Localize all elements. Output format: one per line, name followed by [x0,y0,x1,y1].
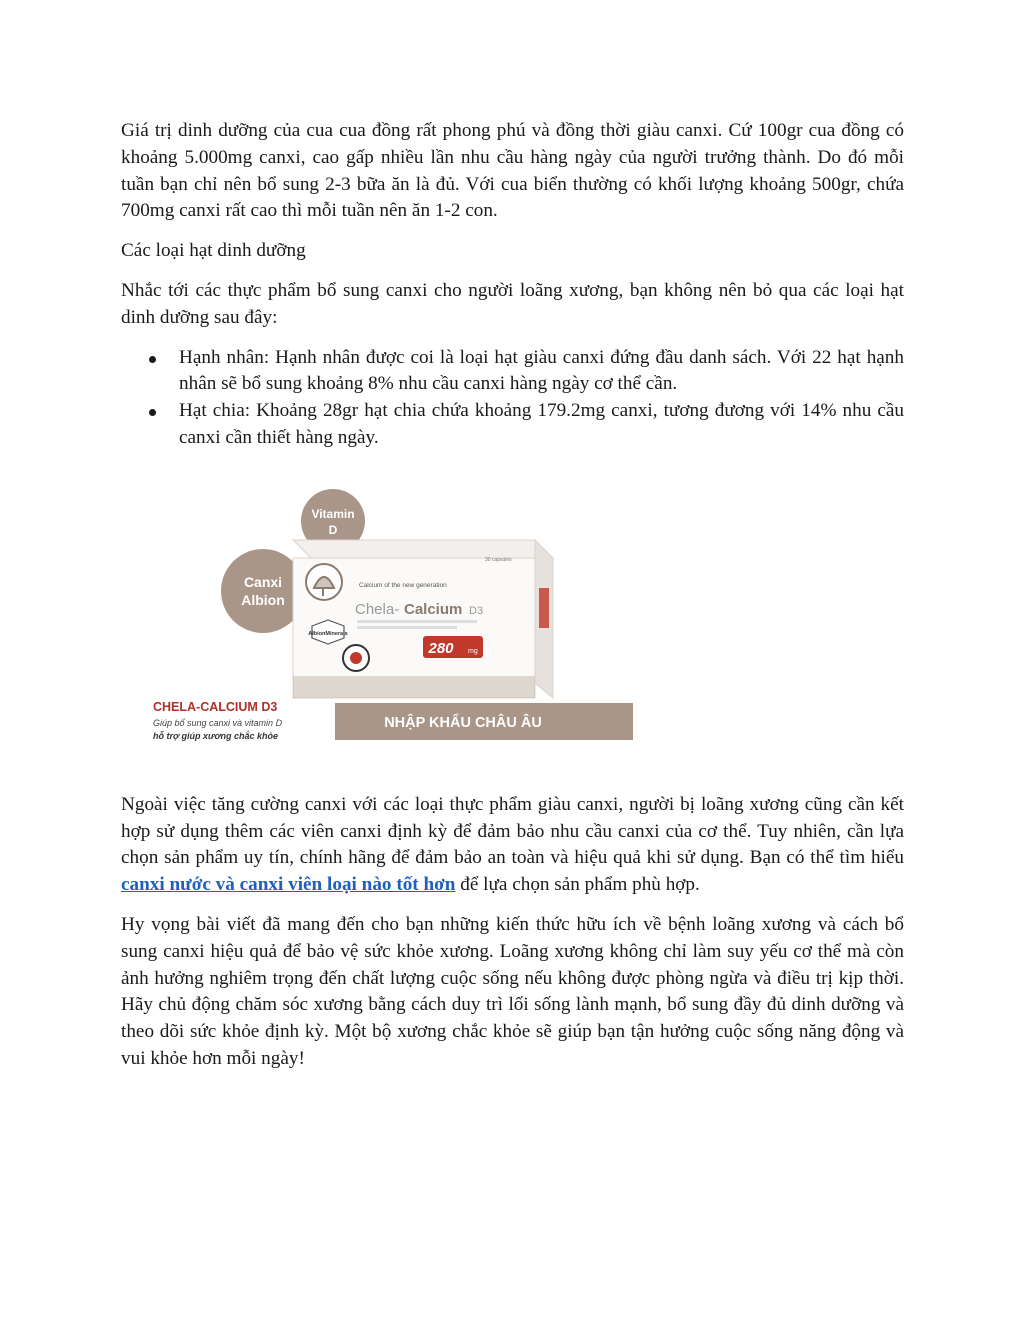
document-body [121,118,904,1086]
canxi-albion-badge [221,549,305,633]
bullet-icon [149,356,156,363]
box-dose-value: 280 [428,639,454,657]
supplements-text-after: để lựa chọn sản phẩm phù hợp. [455,874,700,896]
box-brand-main: Calcium [404,600,463,618]
paragraph-crab-nutrition: Giá trị dinh dưỡng của cua cua đồng rất phong phú và đồng thời giàu canxi. Cứ 100gr cua đồng có khoảng 5.000mg canxi, cao gấp nhiều lần nhu cầu hàng ngày của người trưởng thành. Do đó mỗi tuần bạn chỉ nên bổ sung 2-3 bữa ăn là đủ. Với cua biển thường có khối lượng khoảng 500gr, chứa 700mg canxi rất cao thì mỗi tuần nên ăn 1-2 con. [121,120,904,222]
product-desc-line1: Giúp bổ sung canxi và vitamin D [153,717,283,728]
box-base-band [293,676,535,698]
supplements-text-before: Ngoài việc tăng cường canxi với các loại thực phẩm giàu canxi, người bị loãng xương cũng cần kết hợp sử dụng thêm các viên canxi định kỳ để đảm bảo nhu cầu canxi của cơ thể. Tuy nhiên, cần lựa chọn sản phẩm uy tín, chính hãng để đảm bảo an toàn và hiệu quả khi sử dụng. Bạn có thể tìm hiểu [121,793,904,869]
box-tagline: Calcium of the new generation [359,581,447,589]
box-brand-suffix: D3 [469,604,484,617]
list-item [179,345,904,399]
paragraph-supplements [121,792,904,899]
canxi-badge-line2: Albion [241,591,285,608]
canxi-badge-line1: Canxi [243,573,283,590]
nuts-list [121,345,904,452]
section-heading-nuts: Các loại hạt dinh dưỡng [121,240,306,262]
product-name: CHELA-CALCIUM D3 [153,699,278,714]
list-item-text: Hạt chia: Khoảng 28gr hạt chia chứa khoảng 179.2mg canxi, tương đương với 14% nhu cầu canxi cần thiết hàng ngày. [179,400,904,448]
list-item [179,398,904,452]
box-brand-prefix: Chela- [355,600,400,618]
box-seal-inner [350,652,362,664]
vitamin-badge-line2: D [328,522,338,537]
box-side-stripe [539,588,549,628]
box-albion-text: AlbionMinerals [308,630,348,637]
bullet-icon [149,409,156,416]
box-text-lines [357,620,477,623]
box-dose-unit: mg [468,647,478,655]
box-top-face [293,540,553,558]
vitamin-badge-line1: Vitamin [311,506,355,521]
box-capsule-count: 30 capsules [485,556,512,563]
product-image [123,478,633,752]
import-banner-text: NHẬP KHẨU CHÂU ÂU [384,714,542,731]
product-desc-line2: hỗ trợ giúp xương chắc khỏe [153,730,279,741]
box-text-lines-2 [357,626,457,629]
list-item-text: Hạnh nhân: Hạnh nhân được coi là loại hạt giàu canxi đứng đầu danh sách. Với 22 hạt hạnh nhân sẽ bổ sung khoảng 8% nhu cầu canxi hàng ngày cơ thể cần. [179,346,904,395]
paragraph-conclusion: Hy vọng bài viết đã mang đến cho bạn những kiến thức hữu ích về bệnh loãng xương và cách bổ sung canxi hiệu quả để bảo vệ sức khỏe xương. Loãng xương không chỉ làm suy yếu cơ thể mà còn ảnh hưởng nghiêm trọng đến chất lượng cuộc sống nếu không được phòng ngừa và điều trị kịp thời. Hãy chủ động chăm sóc xương bằng cách duy trì lối sống lành mạnh, bổ sung đầy đủ dinh dưỡng và theo dõi sức khỏe định kỳ. Một bộ xương chắc khỏe sẽ giúp bạn tận hưởng cuộc sống năng động và vui khỏe hơn mỗi ngày! [121,913,904,1069]
paragraph-nuts-intro: Nhắc tới các thực phẩm bổ sung canxi cho người loãng xương, bạn không nên bỏ qua các loại hạt dinh dưỡng sau đây: [121,279,904,328]
canxi-comparison-link[interactable]: canxi nước và canxi viên loại nào tốt hơn [121,874,456,896]
